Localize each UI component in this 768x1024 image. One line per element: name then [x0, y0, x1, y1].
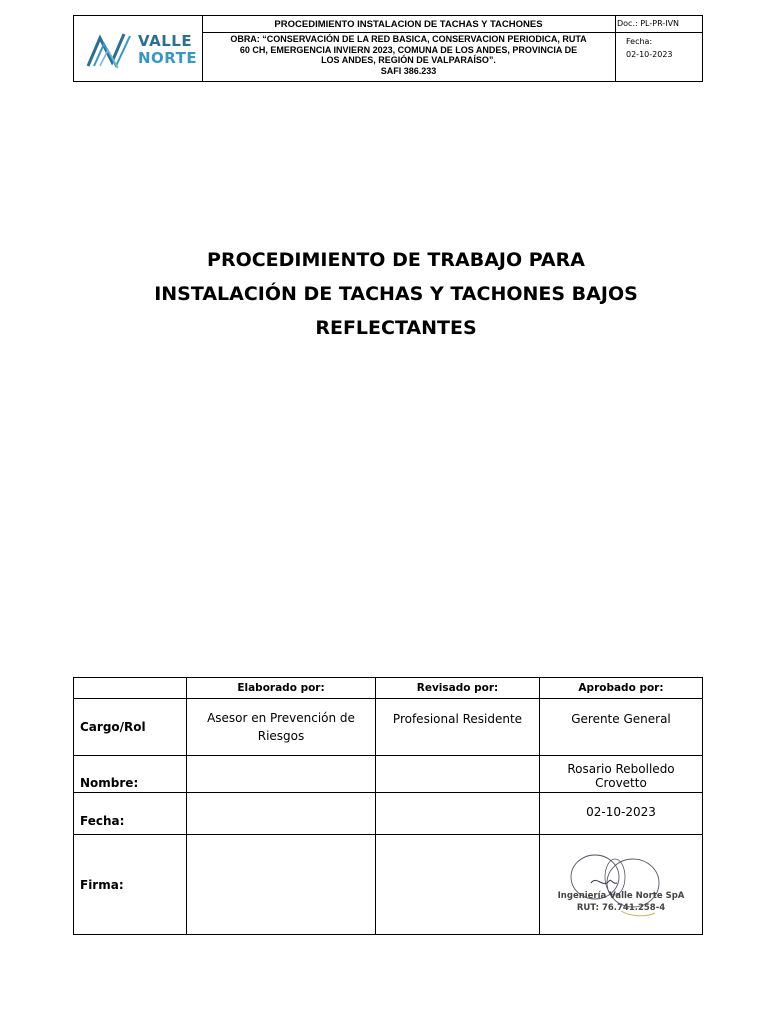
header-cell-empty [74, 678, 187, 699]
firma-revisado [376, 835, 540, 935]
logo-mark-icon [86, 32, 136, 68]
obra-line: LOS ANDES, REGIÓN DE VALPARAÍSO”. [321, 55, 496, 65]
logo-cell [74, 16, 203, 81]
fecha-value: 02-10-2023 [626, 50, 673, 59]
row-label-cargo: Cargo/Rol [74, 699, 187, 756]
page-title [100, 243, 692, 345]
fecha-elaborado [187, 793, 376, 835]
cargo-aprobado: Gerente General [540, 699, 703, 756]
fecha-label: Fecha: [626, 37, 653, 46]
fecha-aprobado: 02-10-2023 [540, 793, 703, 835]
obra-description [202, 33, 615, 76]
nombre-revisado [376, 756, 540, 793]
approval-table [73, 677, 703, 935]
firma-aprobado [540, 835, 703, 935]
document-header [73, 15, 703, 82]
header-cell-aprobado: Aprobado por: [540, 678, 703, 699]
obra-line: OBRA: “CONSERVACIÓN DE LA RED BASICA, CONSERVACION PERIODICA, RUTA [230, 34, 587, 44]
obra-line: 60 CH, EMERGENCIA INVIERN 2023, COMUNA DE LOS ANDES, PROVINCIA DE [239, 44, 578, 55]
fecha-revisado [376, 793, 540, 835]
firma-elaborado [187, 835, 376, 935]
title-line: REFLECTANTES [315, 317, 477, 339]
row-label-nombre: Nombre: [74, 756, 187, 793]
stamp-rut: RUT: 76.741.258-4 [576, 902, 666, 913]
cargo-elaborado-line: Asesor en Prevención de [207, 711, 355, 725]
logo-word-norte: NORTE [138, 49, 198, 67]
row-label-fecha: Fecha: [74, 793, 187, 835]
table-row [74, 793, 703, 835]
nombre-aprobado: Rosario Rebolledo Crovetto [540, 756, 703, 793]
table-row [74, 756, 703, 793]
cargo-revisado: Profesional Residente [376, 699, 540, 756]
header-cell-elaborado: Elaborado por: [187, 678, 376, 699]
cargo-elaborado [187, 699, 376, 756]
title-line: PROCEDIMIENTO DE TRABAJO PARA [207, 249, 585, 271]
table-row [74, 835, 703, 935]
header-cell-revisado: Revisado por: [376, 678, 540, 699]
obra-line: SAFI 386.233 [380, 65, 437, 76]
title-line: INSTALACIÓN DE TACHAS Y TACHONES BAJOS [154, 283, 638, 305]
doc-code: Doc.: PL-PR-IVN [615, 16, 702, 33]
table-header-row [74, 678, 703, 699]
header-meta-cell [615, 16, 702, 81]
nombre-elaborado [187, 756, 376, 793]
row-label-firma: Firma: [74, 835, 187, 935]
header-title-cell [202, 16, 616, 81]
table-row [74, 699, 703, 756]
company-logo [86, 32, 198, 73]
procedure-title: PROCEDIMIENTO INSTALACION DE TACHAS Y TACHONES [202, 16, 615, 33]
cargo-elaborado-line: Riesgos [257, 729, 305, 743]
logo-word-valle: VALLE [138, 32, 193, 50]
stamp-company: Ingeniería Valle Norte SpA [557, 890, 685, 901]
signature-stamp [551, 847, 691, 923]
